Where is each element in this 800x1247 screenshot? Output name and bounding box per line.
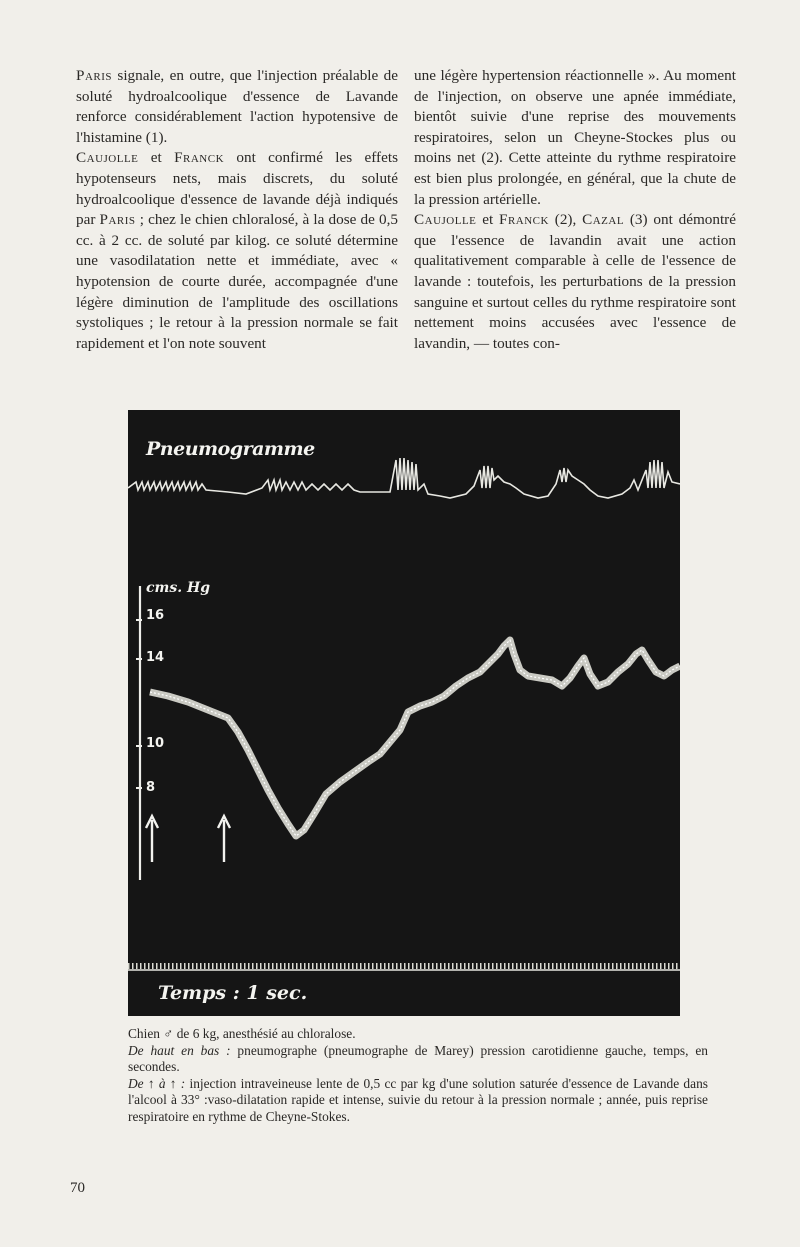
caption-line-2: De haut en bas : pneumographe (pneumographe de Marey) pression carotidienne gauche, temps, en secondes. — [128, 1042, 708, 1075]
left-paragraph-1: Paris signale, en outre, que l'injection préalable de soluté hydroalcoolique d'essence de Lavande renforce considérablement l'action hypotensive de l'histamine (1). — [76, 67, 398, 146]
time-scale-label: Temps : 1 sec. — [158, 982, 308, 1004]
blood-pressure-oscillations — [150, 640, 680, 836]
tick-label-8: 8 — [146, 780, 156, 795]
tick-label-10: 10 — [146, 736, 165, 751]
tick-label-16: 16 — [146, 608, 165, 623]
left-paragraph-2: Caujolle et Franck ont confirmé les effets hypotenseurs nets, mais discrets, du soluté hydroalcoolique d'essence de lavande déjà indiqués par Paris ; chez le chien chloralosé, à la dose de 0,5 cc. à 2 cc. de soluté par kilog. ce soluté détermine une vasodilatation nette et immédiate, avec « hypotension de courte durée, accompagnée d'une légère diminution de l'amplitude des oscillations systoliques ; le retour à la pression normale se fait rapidement et l'on note souvent — [76, 149, 398, 352]
caption-line-3: De ↑ à ↑ : injection intraveineuse lente de 0,5 cc par kg d'une solution saturée d'essence de Lavande dans l'alcool à 33° :vaso-dilatation rapide et intense, suivie du retour à la pression normale ; année, puis reprise respiratoire en rythme de Cheyne-Stokes. — [128, 1075, 708, 1124]
tick-label-14: 14 — [146, 650, 165, 665]
left-text-column — [76, 66, 398, 354]
kymograph-traces — [128, 410, 680, 1016]
right-paragraph-1: une légère hypertension réactionnelle ». Au moment de l'injection, on observe une apnée immédiate, bientôt suivie d'une reprise des mouvements respiratoires, selon un Cheyne-Stockes plus ou moins net (2). Cette atteinte du rythme respiratoire est bien plus prolongée, en général, que la chute de la pression artérielle. — [414, 67, 736, 208]
pneumogram-trace — [128, 458, 680, 498]
right-paragraph-2: Caujolle et Franck (2), Cazal (3) ont démontré que l'essence de lavandin avait une action qualitativement comparable à celle de l'essence de lavande : toutefois, les perturbations de la pression sanguine et surtout celles du rythme respiratoire sont nettement moins accusées avec l'essence de lavandin, — toutes con- — [414, 211, 736, 352]
pneumogram-label: Pneumogramme — [146, 438, 315, 460]
blood-pressure-trace — [150, 640, 680, 836]
kymograph-figure — [128, 410, 680, 1016]
right-text-column — [414, 66, 736, 354]
pressure-unit-label: cms. Hg — [146, 580, 210, 596]
injection-arrow-start — [146, 816, 158, 862]
figure-caption — [128, 1026, 708, 1126]
caption-line-1: Chien ♂ de 6 kg, anesthésié au chloralose. — [128, 1026, 356, 1041]
page-number: 70 — [70, 1180, 85, 1196]
injection-arrow-end — [218, 816, 230, 862]
